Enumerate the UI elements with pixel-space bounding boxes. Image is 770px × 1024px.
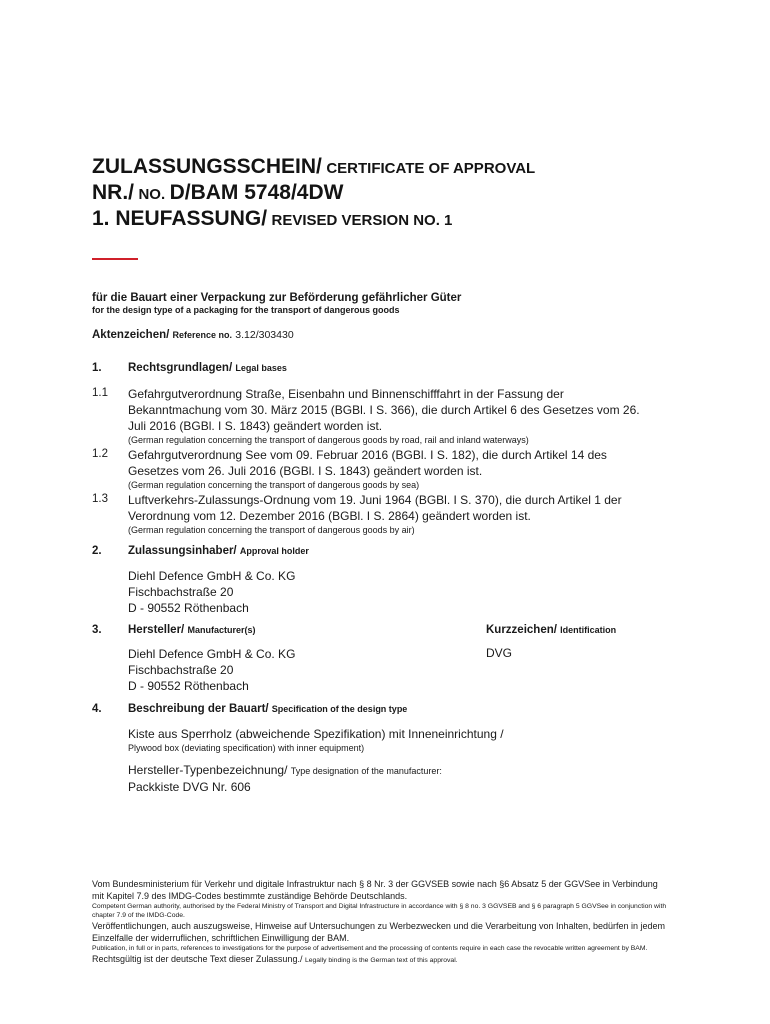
- holder-city: D - 90552 Röthenbach: [128, 601, 249, 615]
- identification-label-de: Kurzzeichen/: [486, 624, 557, 636]
- section-title-de: Beschreibung der Bauart/: [128, 703, 269, 715]
- legal-item-1-2: [128, 447, 648, 491]
- manufacturer-street: Fischbachstraße 20: [128, 663, 234, 677]
- design-description-de: Kiste aus Sperrholz (abweichende Spezifikation) mit Inneneinrichtung /: [128, 727, 504, 741]
- legal-item-1-3: [128, 492, 648, 536]
- section-number: 2.: [92, 545, 102, 557]
- section-title: [128, 362, 287, 374]
- type-label-de: Hersteller-Typenbezeichnung/: [128, 763, 288, 777]
- number-label-de: NR./: [92, 181, 134, 204]
- section-title: [128, 703, 407, 715]
- section-title-en: Specification of the design type: [271, 704, 408, 714]
- type-label-en: Type designation of the manufacturer:: [290, 766, 442, 776]
- identification-label: [486, 624, 616, 636]
- title-line-2: [92, 181, 343, 205]
- section-title-en: Manufacturer(s): [187, 625, 256, 635]
- holder-address: [128, 568, 648, 616]
- item-number: 1.3: [92, 493, 108, 505]
- reference-value: 3.12/303430: [235, 329, 294, 341]
- footer-notes: [92, 879, 667, 966]
- accent-divider: [92, 258, 138, 260]
- revision-de: 1. NEUFASSUNG/: [92, 207, 268, 230]
- identification-value: DVG: [486, 646, 513, 660]
- footer-publication-de: Veröffentlichungen, auch auszugsweise, Hinweise auf Untersuchungen zu Werbezwecken und die Verarbeitung von Inhalten, bedürfen in jedem Einzelfalle der widerruflichen, schriftlichen Einwilligung der BAM.: [92, 921, 666, 943]
- footer-authority-de: Vom Bundesministerium für Verkehr und digitale Infrastruktur nach § 8 Nr. 3 der GGVSEB sowie nach §6 Absatz 5 der GGVSee in Verbindung mit Kapitel 7.9 des IMDG-Codes bestimmte zuständige Behörde Deutschlands.: [92, 879, 658, 901]
- number-label-en: NO.: [138, 186, 166, 203]
- section-number: 1.: [92, 362, 102, 374]
- holder-street: Fischbachstraße 20: [128, 585, 234, 599]
- section-title-de: Rechtsgrundlagen/: [128, 362, 233, 374]
- footer-authority-en: Competent German authority, authorised by the Federal Ministry of Transport and Digital Infrastructure in accordance with § 8 no. 3 GGVSEB and § 6 paragraph 5 GGVSee in conjunction with chapter 7.9 of the IMDG-Code.: [92, 903, 667, 919]
- title-line-3: [92, 207, 452, 231]
- certificate-number: D/BAM 5748/4DW: [169, 181, 344, 204]
- design-description: [128, 726, 648, 754]
- item-text-en: (German regulation concerning the transport of dangerous goods by road, rail and inland waterways): [128, 435, 529, 445]
- item-text-en: (German regulation concerning the transport of dangerous goods by air): [128, 525, 415, 535]
- section-title-en: Legal bases: [235, 363, 287, 373]
- section-title: [128, 545, 309, 557]
- footer-binding: [92, 954, 667, 966]
- type-designation: [128, 762, 648, 795]
- intro-en: for the design type of a packaging for the transport of dangerous goods: [92, 305, 400, 315]
- manufacturer-city: D - 90552 Röthenbach: [128, 679, 249, 693]
- identification-label-en: Identification: [560, 625, 617, 635]
- reference-label-en: Reference no.: [172, 330, 233, 340]
- footer-binding-de: Rechtsgültig ist der deutsche Text dieser Zulassung./: [92, 954, 303, 964]
- item-number: 1.2: [92, 448, 108, 460]
- revision-en: REVISED VERSION NO. 1: [271, 212, 453, 229]
- legal-item-1-1: [128, 386, 648, 446]
- title-en: CERTIFICATE OF APPROVAL: [326, 160, 536, 177]
- manufacturer-name: Diehl Defence GmbH & Co. KG: [128, 647, 296, 661]
- holder-name: Diehl Defence GmbH & Co. KG: [128, 569, 296, 583]
- section-title: [128, 624, 255, 636]
- footer-publication-en: Publication, in full or in parts, references to investigations for the purpose of advertisement and the processing of contents require in each case the revocable written agreement by BAM.: [92, 945, 648, 952]
- item-text-en: (German regulation concerning the transport of dangerous goods by sea): [128, 480, 420, 490]
- manufacturer-address: [128, 646, 648, 694]
- item-text: Gefahrgutverordnung See vom 09. Februar 2016 (BGBl. I S. 182), die durch Artikel 14 des Gesetzes vom 26. Juli 2016 (BGBl. I S. 1843) geändert worden ist.: [128, 448, 607, 478]
- reference-line: [92, 329, 294, 341]
- type-value: Packkiste DVG Nr. 606: [128, 780, 251, 794]
- item-text: Luftverkehrs-Zulassungs-Ordnung vom 19. Juni 1964 (BGBl. I S. 370), die durch Artikel 1 der Verordnung vom 12. Dezember 2016 (BGBl. I S. 2864) geändert worden ist.: [128, 493, 622, 523]
- item-text: Gefahrgutverordnung Straße, Eisenbahn und Binnenschifffahrt in der Fassung der Bekanntmachung vom 30. März 2015 (BGBl. I S. 366), die durch Artikel 6 des Gesetzes vom 26. Juli 2016 (BGBl. I S. 1843) geändert worden ist.: [128, 387, 640, 433]
- title-de: ZULASSUNGSSCHEIN/: [92, 155, 322, 178]
- section-title-en: Approval holder: [239, 546, 309, 556]
- intro-block: [92, 292, 692, 315]
- reference-label-de: Aktenzeichen/: [92, 329, 170, 341]
- section-title-de: Zulassungsinhaber/: [128, 545, 237, 557]
- design-description-en: Plywood box (deviating specification) with inner equipment): [128, 743, 365, 753]
- title-line-1: [92, 155, 535, 179]
- intro-de: für die Bauart einer Verpackung zur Beförderung gefährlicher Güter: [92, 292, 462, 304]
- footer-binding-en: Legally binding is the German text of this approval.: [304, 957, 458, 964]
- section-title-de: Hersteller/: [128, 624, 185, 636]
- item-number: 1.1: [92, 387, 108, 399]
- section-number: 4.: [92, 703, 102, 715]
- section-number: 3.: [92, 624, 102, 636]
